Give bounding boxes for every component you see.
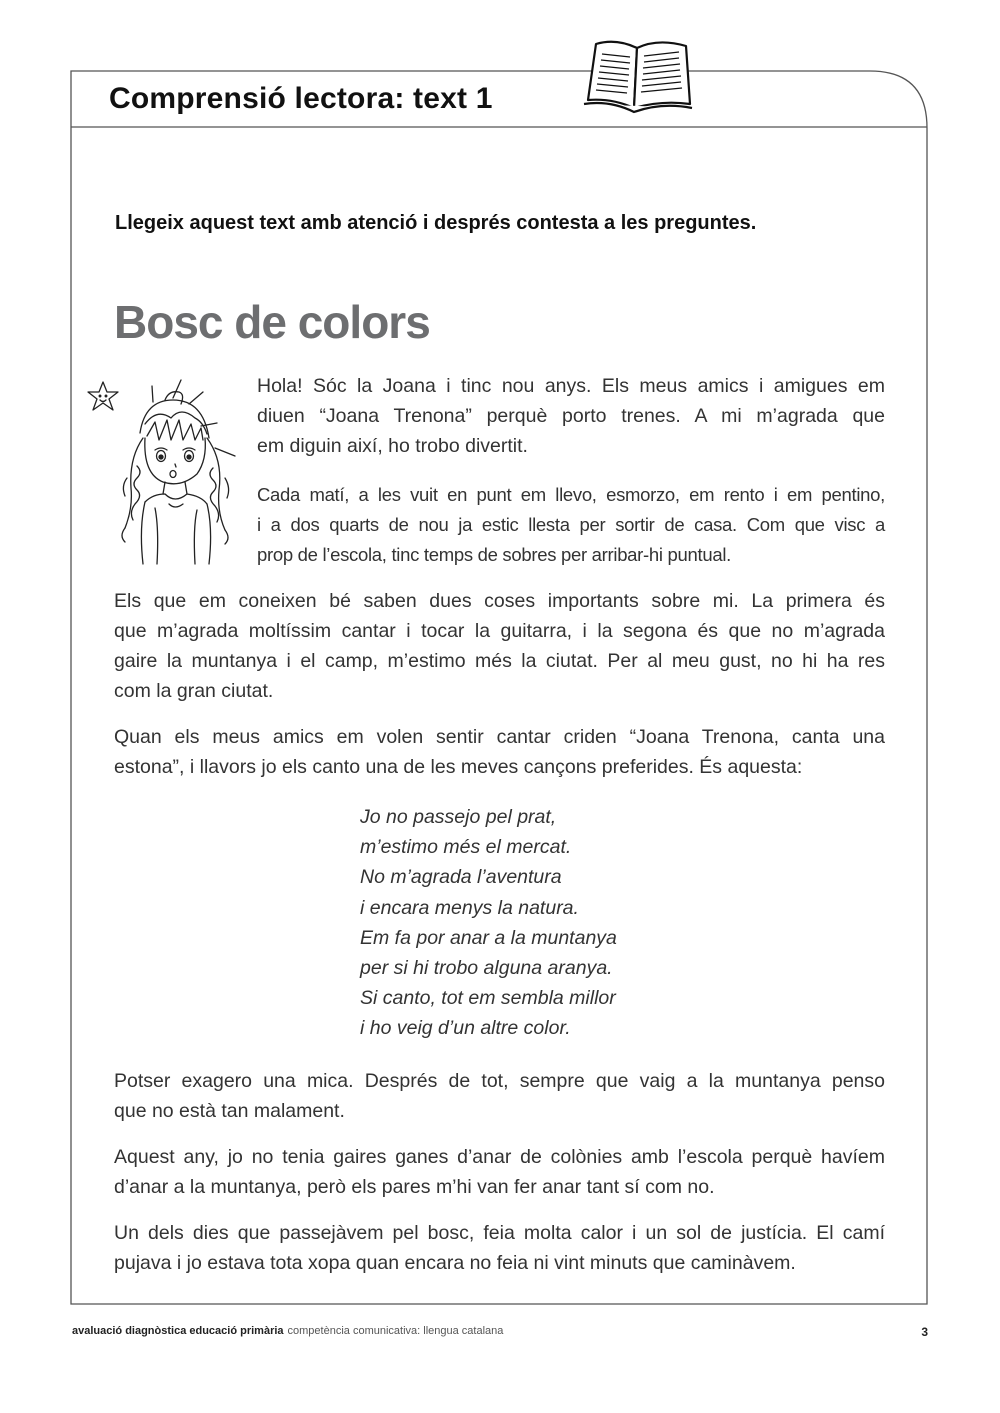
text-line: Els que em coneixen bé saben dues coses importants sobre mi. La primera és xyxy=(114,590,885,612)
text-line: que m’agrada moltíssim cantar i tocar la guitarra, i la segona és que no m’agrada xyxy=(114,620,885,642)
paragraph-7 xyxy=(114,1218,885,1278)
instruction-text: Llegeix aquest text amb atenció i després contesta a les preguntes. xyxy=(115,212,757,234)
text-line: estona”, i llavors jo els canto una de les meves cançons preferides. És aquesta: xyxy=(114,756,803,778)
text-line: pujava i jo estava tota xopa quan encara no feia ni vint minuts que caminàvem. xyxy=(114,1252,796,1274)
page-title: Comprensió lectora: text 1 xyxy=(109,82,493,115)
text-line: em diguin així, ho trobo divertit. xyxy=(257,435,528,457)
text-line: Quan els meus amics em volen sentir cantar criden “Joana Trenona, canta una xyxy=(114,726,885,748)
poem-line: No m’agrada l’aventura xyxy=(360,866,562,889)
footer-series: avaluació diagnòstica educació primària xyxy=(72,1325,284,1337)
paragraph-4 xyxy=(114,722,885,782)
story-title: Bosc de colors xyxy=(114,296,430,348)
open-book-icon xyxy=(580,38,695,123)
paragraph-1 xyxy=(257,371,885,461)
footer-credit xyxy=(72,1325,503,1337)
poem-line: per si hi trobo alguna aranya. xyxy=(360,957,613,980)
page-number: 3 xyxy=(921,1325,928,1339)
paragraph-6 xyxy=(114,1142,885,1202)
footer-subject: competència comunicativa: llengua catalana xyxy=(287,1325,504,1337)
girl-with-braids-drawing xyxy=(85,378,255,573)
poem-line: i ho veig d’un altre color. xyxy=(360,1017,571,1040)
text-line: gaire la muntanya i el camp, m’estimo més la ciutat. Per al meu gust, no hi ha res xyxy=(114,650,885,672)
poem-line: i encara menys la natura. xyxy=(360,896,579,919)
poem-line: Jo no passejo pel prat, xyxy=(360,806,557,828)
paragraph-3 xyxy=(114,586,885,706)
song-poem xyxy=(360,802,617,1044)
poem-line: m’estimo més el mercat. xyxy=(360,836,572,859)
text-line: Aquest any, jo no tenia gaires ganes d’anar de colònies amb l’escola perquè havíem xyxy=(114,1146,885,1168)
paragraph-5 xyxy=(114,1066,885,1126)
text-line: diuen “Joana Trenona” perquè porto trenes. A mi m’agrada que xyxy=(257,405,885,427)
text-line: Potser exagero una mica. Després de tot, sempre que vaig a la muntanya penso xyxy=(114,1070,885,1092)
text-line: que no està tan malament. xyxy=(114,1100,345,1122)
text-line: i a dos quarts de nou ja estic llesta per sortir de casa. Com que visc a xyxy=(257,514,885,535)
poem-line: Em fa por anar a la muntanya xyxy=(360,926,617,949)
text-line: Un dels dies que passejàvem pel bosc, feia molta calor i un sol de justícia. El camí xyxy=(114,1222,885,1244)
text-line: d’anar a la muntanya, però els pares m’hi van fer anar tant sí com no. xyxy=(114,1176,715,1198)
text-line: prop de l’escola, tinc temps de sobres per arribar-hi puntual. xyxy=(257,544,731,565)
text-line: Cada matí, a les vuit en punt em llevo, esmorzo, em rento i em pentino, xyxy=(257,484,885,505)
poem-line: Si canto, tot em sembla millor xyxy=(360,987,616,1010)
text-line: com la gran ciutat. xyxy=(114,680,274,702)
text-line: Hola! Sóc la Joana i tinc nou anys. Els meus amics i amigues em xyxy=(257,375,885,397)
paragraph-2 xyxy=(257,480,885,570)
